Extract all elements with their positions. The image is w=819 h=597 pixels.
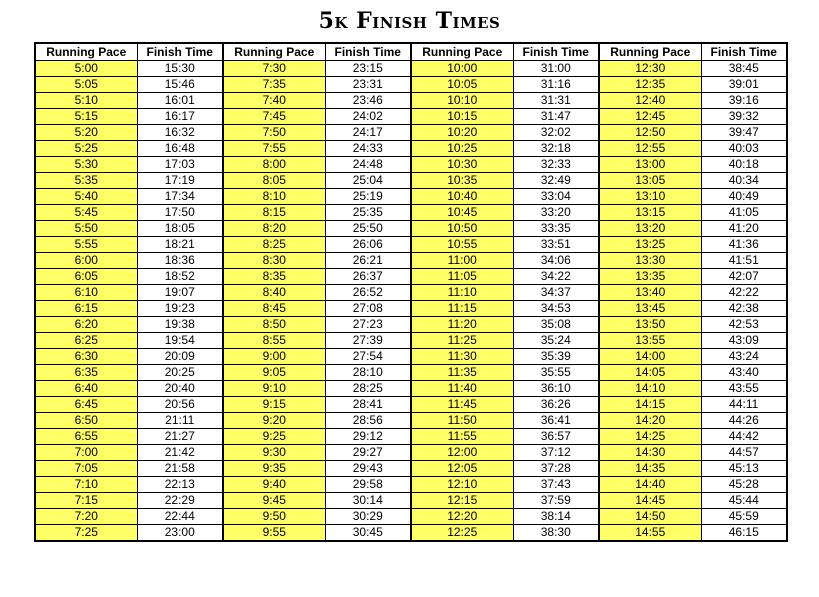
finish-time-cell: 21:27 <box>137 429 223 445</box>
finish-time-cell: 41:05 <box>701 205 787 221</box>
running-pace-cell: 14:05 <box>599 365 701 381</box>
finish-time-cell: 27:23 <box>325 317 411 333</box>
table-row <box>35 173 787 189</box>
running-pace-cell: 9:05 <box>223 365 325 381</box>
finish-time-cell: 40:49 <box>701 189 787 205</box>
finish-time-cell: 17:03 <box>137 157 223 173</box>
running-pace-cell: 13:05 <box>599 173 701 189</box>
table-row <box>35 381 787 397</box>
running-pace-cell: 11:55 <box>411 429 513 445</box>
table-row <box>35 477 787 493</box>
running-pace-cell: 13:35 <box>599 269 701 285</box>
running-pace-cell: 13:50 <box>599 317 701 333</box>
header-finish-time: Finish Time <box>137 43 223 61</box>
running-pace-cell: 8:25 <box>223 237 325 253</box>
table-row <box>35 109 787 125</box>
running-pace-cell: 7:45 <box>223 109 325 125</box>
finish-time-cell: 43:09 <box>701 333 787 349</box>
finish-time-cell: 37:28 <box>513 461 599 477</box>
running-pace-cell: 8:50 <box>223 317 325 333</box>
finish-time-cell: 26:37 <box>325 269 411 285</box>
running-pace-cell: 5:20 <box>35 125 137 141</box>
running-pace-cell: 14:35 <box>599 461 701 477</box>
finish-time-cell: 29:58 <box>325 477 411 493</box>
running-pace-cell: 12:30 <box>599 61 701 77</box>
finish-time-cell: 41:51 <box>701 253 787 269</box>
finish-time-cell: 16:48 <box>137 141 223 157</box>
table-row <box>35 205 787 221</box>
finish-time-cell: 38:14 <box>513 509 599 525</box>
finish-time-cell: 24:48 <box>325 157 411 173</box>
table-row <box>35 61 787 77</box>
finish-time-cell: 20:09 <box>137 349 223 365</box>
finish-time-cell: 31:31 <box>513 93 599 109</box>
running-pace-cell: 12:40 <box>599 93 701 109</box>
running-pace-cell: 14:55 <box>599 525 701 542</box>
running-pace-cell: 12:20 <box>411 509 513 525</box>
finish-time-cell: 36:10 <box>513 381 599 397</box>
table-row <box>35 93 787 109</box>
running-pace-cell: 11:45 <box>411 397 513 413</box>
running-pace-cell: 14:15 <box>599 397 701 413</box>
running-pace-cell: 11:50 <box>411 413 513 429</box>
finish-time-cell: 43:24 <box>701 349 787 365</box>
running-pace-cell: 12:50 <box>599 125 701 141</box>
finish-time-cell: 19:54 <box>137 333 223 349</box>
finish-time-cell: 34:37 <box>513 285 599 301</box>
finish-time-cell: 33:35 <box>513 221 599 237</box>
finish-time-cell: 34:06 <box>513 253 599 269</box>
finish-time-cell: 28:25 <box>325 381 411 397</box>
finish-time-cell: 19:23 <box>137 301 223 317</box>
table-row <box>35 77 787 93</box>
finish-time-cell: 18:21 <box>137 237 223 253</box>
table-row <box>35 461 787 477</box>
finish-time-cell: 18:05 <box>137 221 223 237</box>
finish-time-cell: 18:36 <box>137 253 223 269</box>
table-row <box>35 157 787 173</box>
finish-time-cell: 35:24 <box>513 333 599 349</box>
finish-time-cell: 36:57 <box>513 429 599 445</box>
header-finish-time: Finish Time <box>513 43 599 61</box>
running-pace-cell: 9:25 <box>223 429 325 445</box>
running-pace-cell: 7:35 <box>223 77 325 93</box>
running-pace-cell: 14:45 <box>599 493 701 509</box>
header-running-pace: Running Pace <box>411 43 513 61</box>
running-pace-cell: 12:00 <box>411 445 513 461</box>
finish-time-cell: 44:57 <box>701 445 787 461</box>
running-pace-cell: 11:05 <box>411 269 513 285</box>
running-pace-cell: 10:55 <box>411 237 513 253</box>
running-pace-cell: 10:10 <box>411 93 513 109</box>
finish-time-cell: 36:26 <box>513 397 599 413</box>
running-pace-cell: 6:50 <box>35 413 137 429</box>
running-pace-cell: 12:25 <box>411 525 513 542</box>
finish-time-cell: 30:14 <box>325 493 411 509</box>
finish-time-cell: 44:26 <box>701 413 787 429</box>
finish-time-cell: 35:39 <box>513 349 599 365</box>
finish-time-cell: 24:33 <box>325 141 411 157</box>
running-pace-cell: 14:10 <box>599 381 701 397</box>
running-pace-cell: 10:40 <box>411 189 513 205</box>
finish-time-cell: 32:18 <box>513 141 599 157</box>
running-pace-cell: 13:15 <box>599 205 701 221</box>
finish-time-cell: 45:59 <box>701 509 787 525</box>
finish-time-cell: 32:33 <box>513 157 599 173</box>
running-pace-cell: 5:40 <box>35 189 137 205</box>
finish-time-cell: 17:50 <box>137 205 223 221</box>
table-row <box>35 429 787 445</box>
running-pace-cell: 9:35 <box>223 461 325 477</box>
page-title: 5k Finish Times <box>318 8 501 34</box>
running-pace-cell: 9:00 <box>223 349 325 365</box>
header-running-pace: Running Pace <box>223 43 325 61</box>
table-body <box>35 61 787 542</box>
finish-time-cell: 33:51 <box>513 237 599 253</box>
table-header-row <box>35 43 787 61</box>
running-pace-cell: 13:10 <box>599 189 701 205</box>
running-pace-cell: 13:55 <box>599 333 701 349</box>
finish-time-cell: 39:32 <box>701 109 787 125</box>
finish-time-cell: 42:07 <box>701 269 787 285</box>
finish-time-cell: 28:41 <box>325 397 411 413</box>
finish-time-cell: 23:15 <box>325 61 411 77</box>
running-pace-cell: 11:35 <box>411 365 513 381</box>
running-pace-cell: 6:30 <box>35 349 137 365</box>
running-pace-cell: 7:05 <box>35 461 137 477</box>
running-pace-cell: 14:50 <box>599 509 701 525</box>
running-pace-cell: 13:40 <box>599 285 701 301</box>
finish-time-cell: 29:43 <box>325 461 411 477</box>
finish-time-cell: 39:47 <box>701 125 787 141</box>
finish-time-cell: 16:32 <box>137 125 223 141</box>
finish-time-cell: 20:25 <box>137 365 223 381</box>
finish-time-cell: 22:29 <box>137 493 223 509</box>
finish-time-cell: 16:17 <box>137 109 223 125</box>
finish-time-cell: 18:52 <box>137 269 223 285</box>
running-pace-cell: 14:20 <box>599 413 701 429</box>
finish-time-cell: 44:42 <box>701 429 787 445</box>
running-pace-cell: 14:30 <box>599 445 701 461</box>
running-pace-cell: 10:15 <box>411 109 513 125</box>
finish-time-cell: 17:34 <box>137 189 223 205</box>
finish-time-cell: 25:35 <box>325 205 411 221</box>
finish-time-cell: 32:02 <box>513 125 599 141</box>
finish-time-cell: 26:06 <box>325 237 411 253</box>
table-row <box>35 413 787 429</box>
running-pace-cell: 10:00 <box>411 61 513 77</box>
running-pace-cell: 8:05 <box>223 173 325 189</box>
finish-time-cell: 45:44 <box>701 493 787 509</box>
table-row <box>35 397 787 413</box>
finish-time-cell: 46:15 <box>701 525 787 542</box>
finish-time-cell: 37:59 <box>513 493 599 509</box>
running-pace-cell: 12:55 <box>599 141 701 157</box>
finish-time-cell: 36:41 <box>513 413 599 429</box>
running-pace-cell: 13:00 <box>599 157 701 173</box>
finish-time-cell: 24:17 <box>325 125 411 141</box>
running-pace-cell: 7:55 <box>223 141 325 157</box>
finish-time-cell: 43:55 <box>701 381 787 397</box>
running-pace-cell: 10:50 <box>411 221 513 237</box>
running-pace-cell: 9:50 <box>223 509 325 525</box>
finish-time-cell: 27:54 <box>325 349 411 365</box>
running-pace-cell: 12:10 <box>411 477 513 493</box>
running-pace-cell: 11:30 <box>411 349 513 365</box>
header-finish-time: Finish Time <box>701 43 787 61</box>
running-pace-cell: 5:35 <box>35 173 137 189</box>
finish-time-cell: 39:16 <box>701 93 787 109</box>
finish-time-cell: 29:27 <box>325 445 411 461</box>
finish-time-cell: 45:28 <box>701 477 787 493</box>
table-row <box>35 141 787 157</box>
finish-time-cell: 25:04 <box>325 173 411 189</box>
finish-time-cell: 45:13 <box>701 461 787 477</box>
finish-time-cell: 33:20 <box>513 205 599 221</box>
finish-time-cell: 41:36 <box>701 237 787 253</box>
running-pace-cell: 11:15 <box>411 301 513 317</box>
finish-time-cell: 27:08 <box>325 301 411 317</box>
finish-time-cell: 37:43 <box>513 477 599 493</box>
finish-time-cell: 40:18 <box>701 157 787 173</box>
finish-time-cell: 38:30 <box>513 525 599 542</box>
running-pace-cell: 7:40 <box>223 93 325 109</box>
running-pace-cell: 14:00 <box>599 349 701 365</box>
running-pace-cell: 12:35 <box>599 77 701 93</box>
running-pace-cell: 7:15 <box>35 493 137 509</box>
running-pace-cell: 10:25 <box>411 141 513 157</box>
running-pace-cell: 8:45 <box>223 301 325 317</box>
running-pace-cell: 13:30 <box>599 253 701 269</box>
table-row <box>35 493 787 509</box>
running-pace-cell: 7:20 <box>35 509 137 525</box>
running-pace-cell: 5:45 <box>35 205 137 221</box>
finish-time-cell: 23:00 <box>137 525 223 542</box>
table-row <box>35 189 787 205</box>
running-pace-cell: 8:35 <box>223 269 325 285</box>
running-pace-cell: 6:25 <box>35 333 137 349</box>
header-running-pace: Running Pace <box>35 43 137 61</box>
finish-time-cell: 16:01 <box>137 93 223 109</box>
table-row <box>35 285 787 301</box>
finish-time-cell: 30:45 <box>325 525 411 542</box>
running-pace-cell: 6:40 <box>35 381 137 397</box>
table-row <box>35 525 787 542</box>
finish-time-cell: 39:01 <box>701 77 787 93</box>
finish-time-cell: 21:42 <box>137 445 223 461</box>
running-pace-cell: 6:00 <box>35 253 137 269</box>
running-pace-cell: 6:35 <box>35 365 137 381</box>
running-pace-cell: 8:40 <box>223 285 325 301</box>
running-pace-cell: 7:00 <box>35 445 137 461</box>
running-pace-cell: 6:10 <box>35 285 137 301</box>
running-pace-cell: 5:10 <box>35 93 137 109</box>
running-pace-cell: 9:20 <box>223 413 325 429</box>
running-pace-cell: 8:55 <box>223 333 325 349</box>
running-pace-cell: 13:45 <box>599 301 701 317</box>
table-row <box>35 237 787 253</box>
running-pace-cell: 9:15 <box>223 397 325 413</box>
running-pace-cell: 12:05 <box>411 461 513 477</box>
running-pace-cell: 10:05 <box>411 77 513 93</box>
finish-times-table <box>34 42 788 542</box>
finish-time-cell: 19:38 <box>137 317 223 333</box>
finish-time-cell: 21:11 <box>137 413 223 429</box>
finish-time-cell: 21:58 <box>137 461 223 477</box>
finish-time-cell: 19:07 <box>137 285 223 301</box>
running-pace-cell: 6:45 <box>35 397 137 413</box>
finish-time-cell: 25:19 <box>325 189 411 205</box>
finish-time-cell: 42:22 <box>701 285 787 301</box>
finish-time-cell: 33:04 <box>513 189 599 205</box>
table-row <box>35 333 787 349</box>
running-pace-cell: 5:30 <box>35 157 137 173</box>
finish-time-cell: 31:00 <box>513 61 599 77</box>
running-pace-cell: 11:40 <box>411 381 513 397</box>
running-pace-cell: 11:00 <box>411 253 513 269</box>
finish-time-cell: 42:38 <box>701 301 787 317</box>
running-pace-cell: 13:20 <box>599 221 701 237</box>
running-pace-cell: 11:20 <box>411 317 513 333</box>
finish-time-cell: 44:11 <box>701 397 787 413</box>
running-pace-cell: 6:20 <box>35 317 137 333</box>
running-pace-cell: 14:25 <box>599 429 701 445</box>
table-row <box>35 269 787 285</box>
running-pace-cell: 5:15 <box>35 109 137 125</box>
running-pace-cell: 5:05 <box>35 77 137 93</box>
finish-time-cell: 20:56 <box>137 397 223 413</box>
finish-time-cell: 27:39 <box>325 333 411 349</box>
finish-time-cell: 23:31 <box>325 77 411 93</box>
running-pace-cell: 10:20 <box>411 125 513 141</box>
table-row <box>35 253 787 269</box>
running-pace-cell: 10:45 <box>411 205 513 221</box>
running-pace-cell: 12:15 <box>411 493 513 509</box>
table-row <box>35 445 787 461</box>
running-pace-cell: 7:10 <box>35 477 137 493</box>
finish-time-cell: 40:03 <box>701 141 787 157</box>
finish-time-cell: 40:34 <box>701 173 787 189</box>
finish-time-cell: 38:45 <box>701 61 787 77</box>
running-pace-cell: 5:25 <box>35 141 137 157</box>
running-pace-cell: 8:10 <box>223 189 325 205</box>
finish-time-cell: 23:46 <box>325 93 411 109</box>
table-row <box>35 221 787 237</box>
running-pace-cell: 7:30 <box>223 61 325 77</box>
finish-time-cell: 28:10 <box>325 365 411 381</box>
running-pace-cell: 6:05 <box>35 269 137 285</box>
finish-time-cell: 20:40 <box>137 381 223 397</box>
finish-time-cell: 17:19 <box>137 173 223 189</box>
running-pace-cell: 5:50 <box>35 221 137 237</box>
finish-time-cell: 34:22 <box>513 269 599 285</box>
table-row <box>35 509 787 525</box>
header-finish-time: Finish Time <box>325 43 411 61</box>
finish-time-cell: 22:44 <box>137 509 223 525</box>
table-row <box>35 365 787 381</box>
finish-time-cell: 30:29 <box>325 509 411 525</box>
finish-time-cell: 22:13 <box>137 477 223 493</box>
finish-time-cell: 31:16 <box>513 77 599 93</box>
running-pace-cell: 6:15 <box>35 301 137 317</box>
finish-time-cell: 28:56 <box>325 413 411 429</box>
running-pace-cell: 14:40 <box>599 477 701 493</box>
running-pace-cell: 6:55 <box>35 429 137 445</box>
finish-time-cell: 37:12 <box>513 445 599 461</box>
running-pace-cell: 7:25 <box>35 525 137 542</box>
running-pace-cell: 8:30 <box>223 253 325 269</box>
running-pace-cell: 10:35 <box>411 173 513 189</box>
finish-time-cell: 15:46 <box>137 77 223 93</box>
table-row <box>35 125 787 141</box>
running-pace-cell: 5:00 <box>35 61 137 77</box>
running-pace-cell: 9:30 <box>223 445 325 461</box>
running-pace-cell: 7:50 <box>223 125 325 141</box>
running-pace-cell: 9:45 <box>223 493 325 509</box>
running-pace-cell: 10:30 <box>411 157 513 173</box>
running-pace-cell: 12:45 <box>599 109 701 125</box>
finish-time-cell: 15:30 <box>137 61 223 77</box>
table-row <box>35 349 787 365</box>
finish-time-cell: 29:12 <box>325 429 411 445</box>
finish-time-cell: 41:20 <box>701 221 787 237</box>
header-running-pace: Running Pace <box>599 43 701 61</box>
finish-time-cell: 35:08 <box>513 317 599 333</box>
running-pace-cell: 8:00 <box>223 157 325 173</box>
finish-time-cell: 34:53 <box>513 301 599 317</box>
running-pace-cell: 9:10 <box>223 381 325 397</box>
running-pace-cell: 8:20 <box>223 221 325 237</box>
running-pace-cell: 5:55 <box>35 237 137 253</box>
running-pace-cell: 11:25 <box>411 333 513 349</box>
finish-time-cell: 26:52 <box>325 285 411 301</box>
running-pace-cell: 13:25 <box>599 237 701 253</box>
finish-time-cell: 26:21 <box>325 253 411 269</box>
finish-time-cell: 32:49 <box>513 173 599 189</box>
running-pace-cell: 9:40 <box>223 477 325 493</box>
finish-time-cell: 24:02 <box>325 109 411 125</box>
running-pace-cell: 9:55 <box>223 525 325 542</box>
finish-time-cell: 31:47 <box>513 109 599 125</box>
running-pace-cell: 8:15 <box>223 205 325 221</box>
finish-time-cell: 25:50 <box>325 221 411 237</box>
table-row <box>35 301 787 317</box>
finish-time-cell: 43:40 <box>701 365 787 381</box>
finish-time-cell: 42:53 <box>701 317 787 333</box>
table-row <box>35 317 787 333</box>
finish-time-cell: 35:55 <box>513 365 599 381</box>
running-pace-cell: 11:10 <box>411 285 513 301</box>
